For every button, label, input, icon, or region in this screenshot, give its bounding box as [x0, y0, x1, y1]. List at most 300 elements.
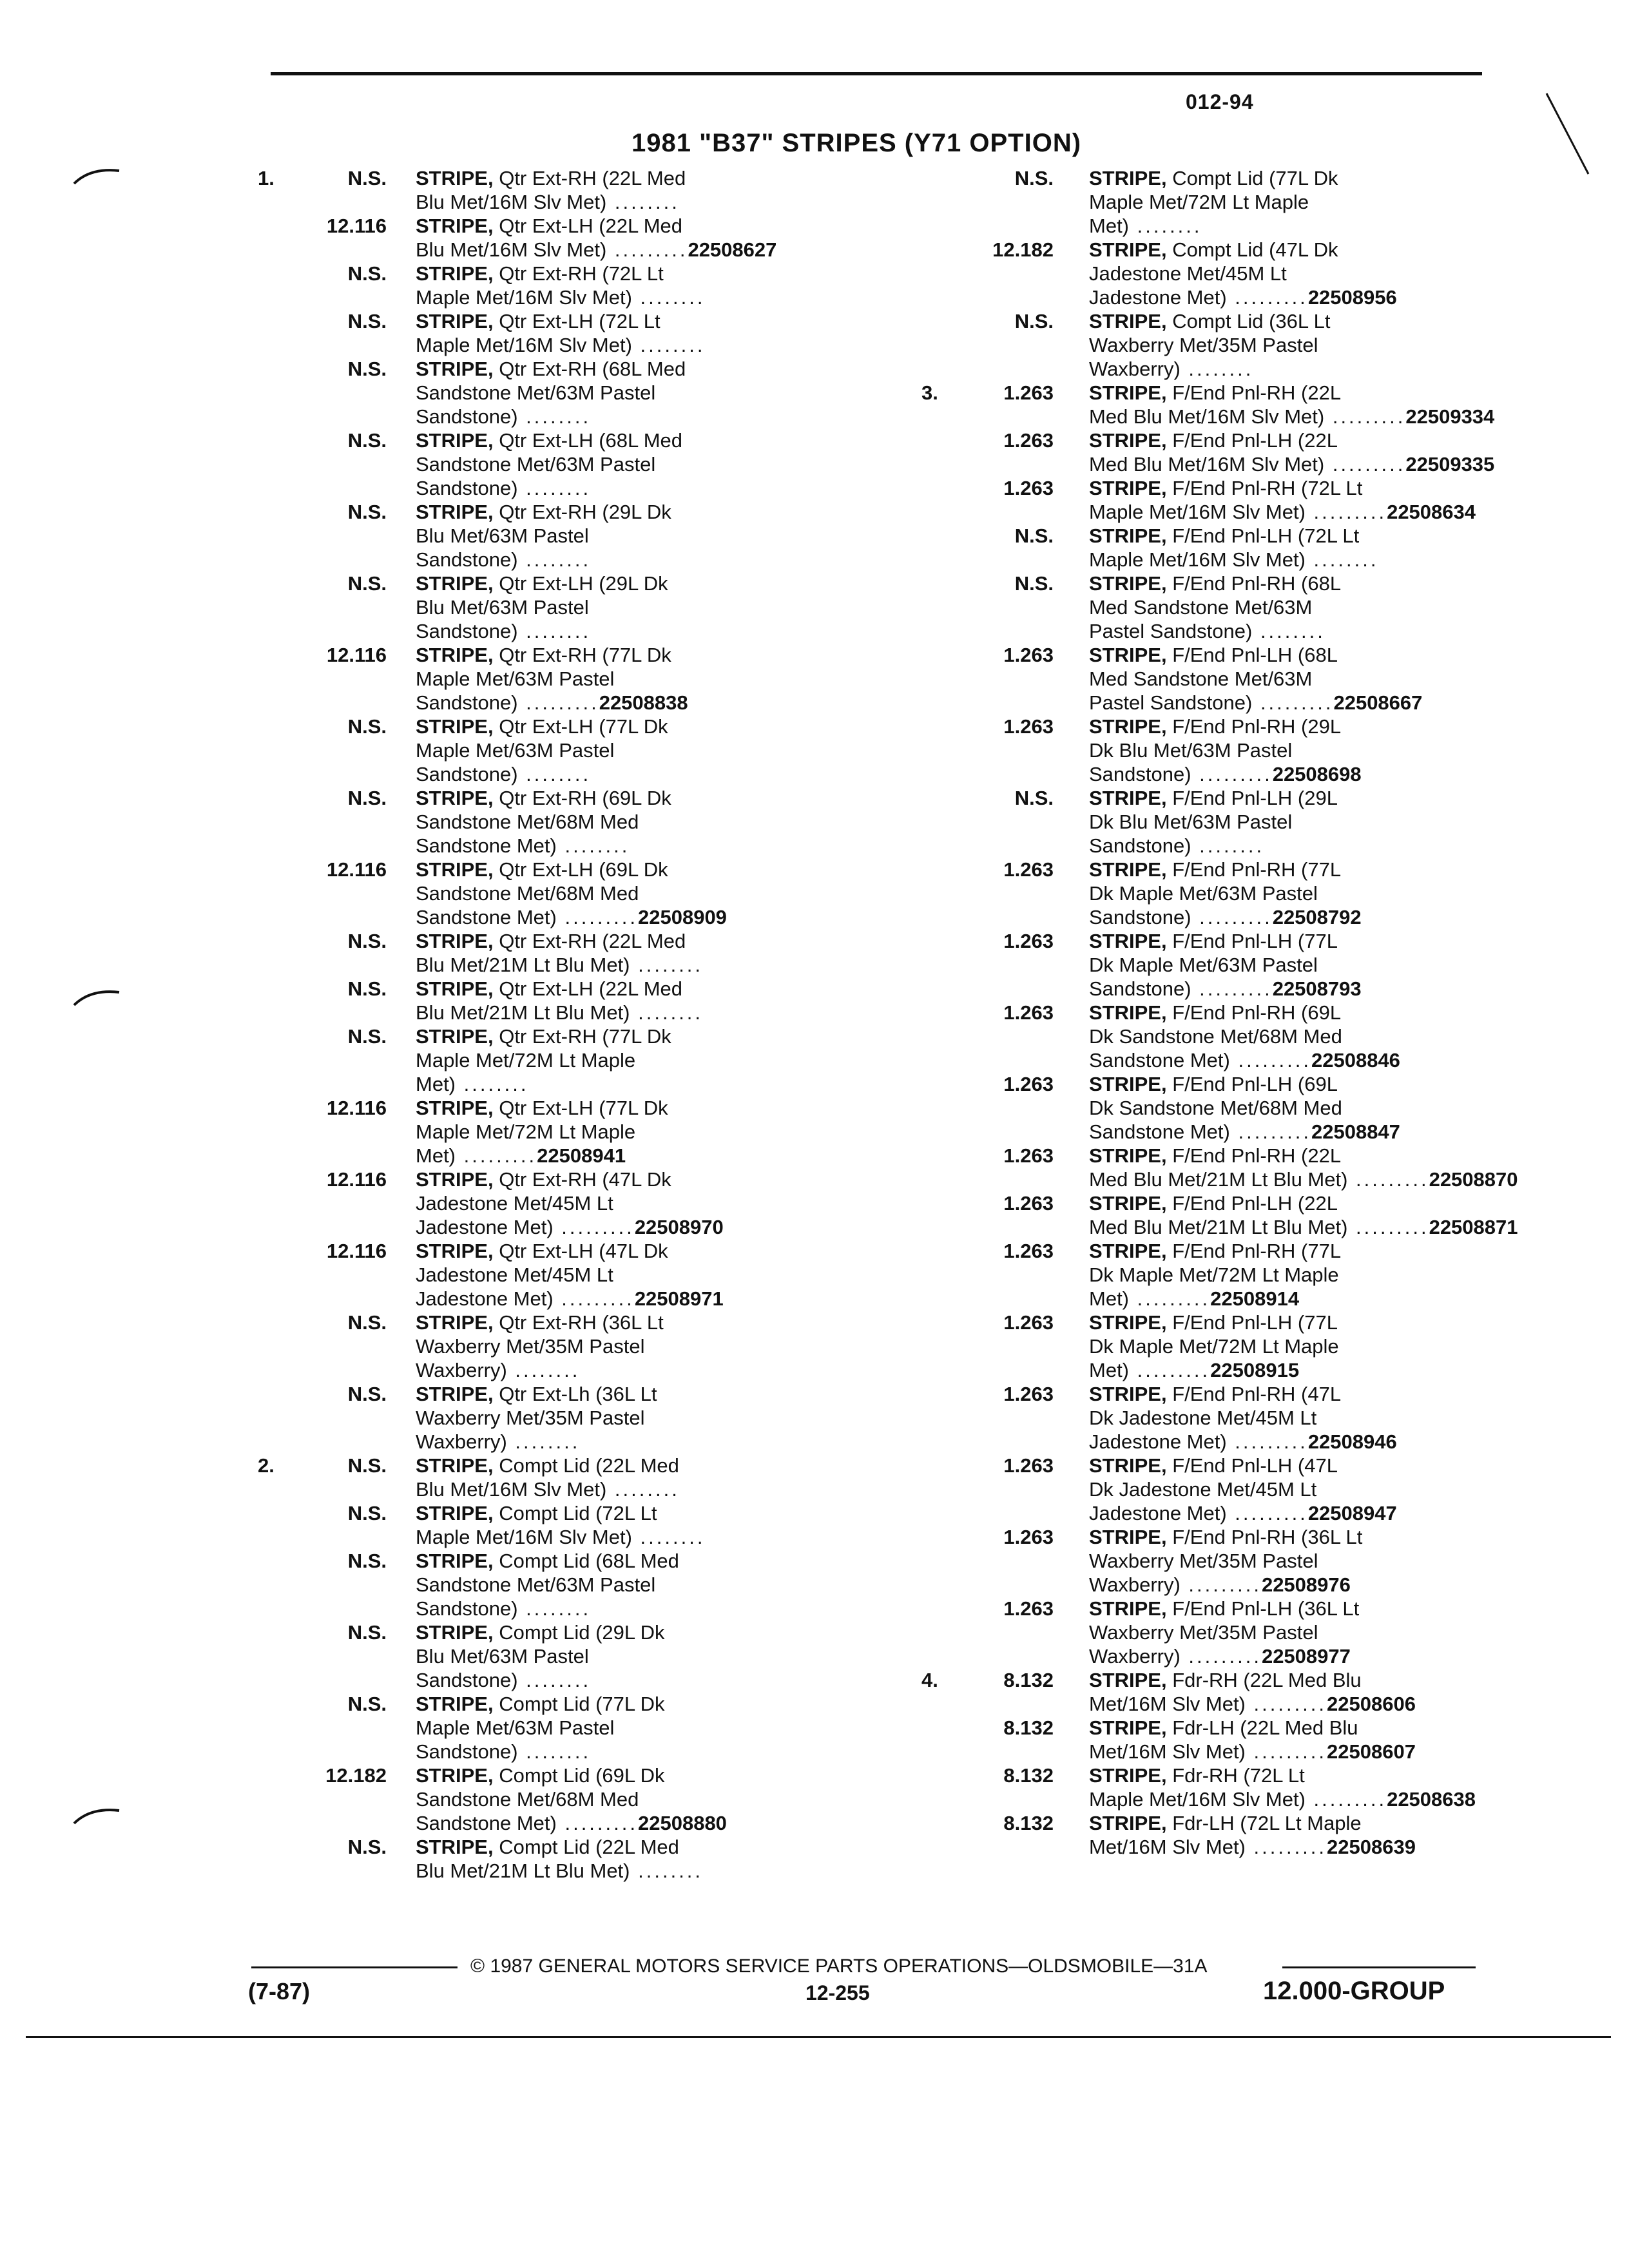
part-description: [1089, 1811, 1534, 1859]
part-entry: [258, 1620, 870, 1692]
description-line: STRIPE, F/End Pnl-LH (29L: [1089, 787, 1338, 809]
description-line: Jadestone Met) .........22508970: [416, 1216, 724, 1238]
group-number: N.S.: [347, 310, 387, 332]
right-column: [921, 166, 1534, 1859]
part-description: [1089, 1311, 1534, 1382]
description-line: STRIPE, F/End Pnl-RH (72L Lt: [1089, 477, 1363, 499]
description-line: Blu Met/16M Slv Met) .........22508627: [416, 238, 777, 261]
description-line: Maple Met/16M Slv Met) .........22508638: [1089, 1788, 1476, 1811]
group-number: N.S.: [347, 1621, 387, 1644]
description-line: Jadestone Met) .........22508956: [1089, 286, 1397, 309]
part-description: [1089, 572, 1534, 643]
description-line: STRIPE, Compt Lid (29L Dk: [416, 1621, 665, 1644]
part-entry: [258, 262, 870, 309]
part-description: [1089, 524, 1534, 572]
description-line: Sandstone Met) .........22508847: [1089, 1120, 1400, 1143]
description-line: STRIPE, Fdr-LH (22L Med Blu: [1089, 1716, 1358, 1739]
part-description: [1089, 238, 1534, 309]
footer-copyright: © 1987 GENERAL MOTORS SERVICE PARTS OPERATIONS—OLDSMOBILE—31A: [470, 1956, 1208, 1977]
part-description: [416, 1239, 870, 1311]
description-line: Blu Met/21M Lt Blu Met) ........: [416, 1001, 704, 1024]
description-line: STRIPE, Qtr Ext-LH (22L Med: [416, 977, 683, 1000]
part-number: 22508847: [1311, 1120, 1400, 1143]
binder-hole-mark: [71, 1804, 122, 1830]
description-line: Jadestone Met/45M Lt: [1089, 262, 1287, 285]
group-number: N.S.: [347, 167, 387, 189]
part-entry: [921, 1716, 1534, 1763]
part-number: 22508838: [599, 691, 688, 714]
group-number: 8.132: [1003, 1764, 1054, 1787]
part-description: [416, 572, 870, 643]
description-line: Dk Maple Met/72M Lt Maple: [1089, 1335, 1339, 1358]
part-entry: [258, 1549, 870, 1620]
description-line: STRIPE, Qtr Ext-Lh (36L Lt: [416, 1383, 657, 1405]
group-number: N.S.: [347, 1454, 387, 1477]
description-line: STRIPE, F/End Pnl-LH (69L: [1089, 1073, 1338, 1095]
part-number: 22508871: [1429, 1216, 1518, 1238]
part-entry: [258, 500, 870, 572]
description-line: Maple Met/16M Slv Met) ........: [1089, 548, 1379, 571]
description-line: Met/16M Slv Met) .........22508607: [1089, 1740, 1416, 1763]
group-number: N.S.: [1014, 524, 1054, 547]
description-line: Med Blu Met/16M Slv Met) .........22509335: [1089, 453, 1495, 476]
part-description: [416, 1549, 870, 1620]
description-line: Dk Maple Met/63M Pastel: [1089, 954, 1318, 976]
part-description: [416, 715, 870, 786]
description-line: Sandstone Met/68M Med: [416, 1788, 639, 1811]
description-line: Maple Met/72M Lt Maple: [1089, 191, 1309, 213]
group-number: 1.263: [1003, 1597, 1054, 1620]
description-line: Med Blu Met/16M Slv Met) .........22509334: [1089, 405, 1495, 428]
description-line: Pastel Sandstone) ........: [1089, 620, 1325, 642]
description-line: Maple Met/16M Slv Met) ........: [416, 334, 706, 356]
part-entry: [258, 643, 870, 715]
group-number: 12.182: [992, 238, 1054, 261]
part-number: 22508606: [1327, 1693, 1416, 1715]
group-number: 8.132: [1003, 1812, 1054, 1834]
part-number: 22508698: [1272, 763, 1362, 785]
group-number: 1.263: [1003, 381, 1054, 404]
description-line: Waxberry Met/35M Pastel: [1089, 334, 1318, 356]
description-line: Sandstone) ........: [416, 1669, 592, 1691]
part-description: [1089, 858, 1534, 929]
part-description: [1089, 1001, 1534, 1072]
group-number: N.S.: [347, 787, 387, 809]
part-number: 22508909: [638, 906, 727, 928]
part-description: [1089, 643, 1534, 715]
description-line: Dk Sandstone Met/68M Med: [1089, 1025, 1342, 1048]
description-line: Jadestone Met) .........22508971: [416, 1287, 724, 1310]
group-number: N.S.: [347, 715, 387, 738]
part-number: 22509334: [1405, 405, 1495, 428]
part-description: [416, 1692, 870, 1763]
description-line: Maple Met/16M Slv Met) .........22508634: [1089, 501, 1476, 523]
description-line: Sandstone) ........: [416, 763, 592, 785]
binder-hole-mark: [71, 986, 122, 1012]
group-number: 8.132: [1003, 1716, 1054, 1739]
description-line: Maple Met/63M Pastel: [416, 739, 615, 762]
group-number: 1.263: [1003, 1383, 1054, 1405]
part-number: 22508793: [1272, 977, 1362, 1000]
part-number: 22508941: [537, 1144, 626, 1167]
part-number: 22508880: [638, 1812, 727, 1834]
group-number: N.S.: [1014, 572, 1054, 595]
part-entry: [258, 786, 870, 858]
description-line: Jadestone Met/45M Lt: [416, 1192, 613, 1215]
part-entry: [258, 1024, 870, 1096]
description-line: Dk Blu Met/63M Pastel: [1089, 811, 1293, 833]
part-number: 22508634: [1387, 501, 1476, 523]
group-number: 12.116: [326, 1168, 387, 1191]
part-description: [1089, 1072, 1534, 1144]
description-line: Met) .........22508914: [1089, 1287, 1300, 1310]
description-line: STRIPE, F/End Pnl-RH (36L Lt: [1089, 1526, 1363, 1548]
description-line: Dk Maple Met/63M Pastel: [1089, 882, 1318, 905]
part-entry: [258, 715, 870, 786]
description-line: STRIPE, F/End Pnl-RH (22L: [1089, 381, 1342, 404]
part-description: [416, 214, 870, 262]
group-number: N.S.: [347, 501, 387, 523]
part-description: [416, 1454, 870, 1501]
group-number: N.S.: [347, 1836, 387, 1858]
group-number: 1.263: [1003, 1001, 1054, 1024]
part-entry: [921, 1597, 1534, 1668]
item-index: 3.: [921, 381, 938, 404]
description-line: STRIPE, Qtr Ext-LH (77L Dk: [416, 1097, 668, 1119]
group-number: 12.116: [326, 1097, 387, 1119]
description-line: STRIPE, Qtr Ext-LH (22L Med: [416, 215, 683, 237]
group-number: N.S.: [347, 572, 387, 595]
part-number: 22508607: [1327, 1740, 1416, 1763]
description-line: Maple Met/72M Lt Maple: [416, 1120, 636, 1143]
description-line: STRIPE, Compt Lid (36L Lt: [1089, 310, 1331, 332]
part-description: [1089, 166, 1534, 238]
part-description: [1089, 1239, 1534, 1311]
part-entry: [258, 428, 870, 500]
part-entry: [258, 357, 870, 428]
group-number: N.S.: [347, 1383, 387, 1405]
description-line: Dk Jadestone Met/45M Lt: [1089, 1478, 1317, 1501]
description-line: Sandstone) .........22508793: [1089, 977, 1362, 1000]
description-line: STRIPE, Qtr Ext-RH (77L Dk: [416, 1025, 671, 1048]
description-line: STRIPE, Qtr Ext-LH (72L Lt: [416, 310, 660, 332]
description-line: Sandstone) ........: [416, 1740, 592, 1763]
description-line: STRIPE, Compt Lid (22L Med: [416, 1836, 679, 1858]
part-description: [416, 1620, 870, 1692]
description-line: STRIPE, F/End Pnl-LH (68L: [1089, 644, 1338, 666]
part-entry: [258, 572, 870, 643]
footer-date: (7-87): [248, 1978, 311, 2004]
group-number: 1.263: [1003, 429, 1054, 452]
description-line: STRIPE, Qtr Ext-RH (69L Dk: [416, 787, 671, 809]
part-entry: [921, 1001, 1534, 1072]
description-line: STRIPE, Qtr Ext-LH (77L Dk: [416, 715, 668, 738]
description-line: Blu Met/63M Pastel: [416, 1645, 589, 1667]
edge-mark: [1543, 90, 1595, 180]
part-number: 22508870: [1429, 1168, 1518, 1191]
description-line: Met) .........22508915: [1089, 1359, 1300, 1381]
group-number: 1.263: [1003, 930, 1054, 952]
part-description: [1089, 1191, 1534, 1239]
description-line: Sandstone Met) ........: [416, 834, 630, 857]
description-line: Sandstone Met/63M Pastel: [416, 1573, 656, 1596]
description-line: STRIPE, Compt Lid (69L Dk: [416, 1764, 665, 1787]
part-number: 22508977: [1261, 1645, 1351, 1667]
group-number: 1.263: [1003, 1454, 1054, 1477]
part-entry: [258, 166, 870, 214]
description-line: Sandstone Met) .........22508846: [1089, 1049, 1400, 1072]
part-entry: [921, 1311, 1534, 1382]
page-code: 012-94: [1186, 90, 1254, 113]
description-line: Sandstone Met/63M Pastel: [416, 453, 656, 476]
part-description: [416, 929, 870, 977]
part-description: [416, 166, 870, 214]
part-description: [416, 1763, 870, 1835]
description-line: Blu Met/63M Pastel: [416, 596, 589, 619]
part-number: 22508970: [634, 1216, 724, 1238]
description-line: Med Blu Met/21M Lt Blu Met) .........22508871: [1089, 1216, 1518, 1238]
description-line: Pastel Sandstone) .........22508667: [1089, 691, 1423, 714]
part-entry: [921, 1763, 1534, 1811]
part-description: [416, 1835, 870, 1883]
part-description: [416, 309, 870, 357]
part-entry: [921, 428, 1534, 476]
part-entry: [921, 1382, 1534, 1454]
part-entry: [258, 858, 870, 929]
group-number: N.S.: [347, 1311, 387, 1334]
part-number: 22508976: [1261, 1573, 1351, 1596]
description-line: Dk Blu Met/63M Pastel: [1089, 739, 1293, 762]
group-number: 12.116: [326, 215, 387, 237]
group-number: N.S.: [347, 1025, 387, 1048]
page-title: 1981 "B37" STRIPES (Y71 OPTION): [631, 129, 1082, 157]
part-entry: [258, 977, 870, 1024]
description-line: STRIPE, F/End Pnl-LH (36L Lt: [1089, 1597, 1360, 1620]
description-line: STRIPE, Compt Lid (68L Med: [416, 1550, 679, 1572]
binder-hole-mark: [71, 164, 122, 190]
part-description: [1089, 1382, 1534, 1454]
part-description: [1089, 786, 1534, 858]
part-description: [416, 977, 870, 1024]
part-entry: [921, 1811, 1534, 1859]
description-line: Met) .........22508941: [416, 1144, 626, 1167]
description-line: Sandstone) ........: [1089, 834, 1265, 857]
description-line: Jadestone Met) .........22508947: [1089, 1502, 1397, 1524]
description-line: Sandstone Met/63M Pastel: [416, 381, 656, 404]
part-entry: [921, 1454, 1534, 1525]
description-line: STRIPE, Fdr-RH (72L Lt: [1089, 1764, 1305, 1787]
group-number: N.S.: [1014, 310, 1054, 332]
description-line: Dk Sandstone Met/68M Med: [1089, 1097, 1342, 1119]
part-entry: [921, 1072, 1534, 1144]
part-entry: [921, 643, 1534, 715]
part-entry: [921, 1668, 1534, 1716]
description-line: STRIPE, F/End Pnl-LH (47L: [1089, 1454, 1338, 1477]
part-number: 22508792: [1272, 906, 1362, 928]
part-number: 22508947: [1307, 1502, 1397, 1524]
description-line: STRIPE, Qtr Ext-LH (69L Dk: [416, 858, 668, 881]
description-line: Blu Met/21M Lt Blu Met) ........: [416, 1860, 704, 1882]
description-line: STRIPE, F/End Pnl-RH (22L: [1089, 1144, 1342, 1167]
group-number: N.S.: [347, 358, 387, 380]
group-number: 1.263: [1003, 644, 1054, 666]
part-entry: [921, 524, 1534, 572]
description-line: Maple Met/72M Lt Maple: [416, 1049, 636, 1072]
part-entry: [258, 1763, 870, 1835]
part-entry: [258, 1835, 870, 1883]
item-index: 4.: [921, 1669, 938, 1691]
description-line: STRIPE, F/End Pnl-RH (68L: [1089, 572, 1342, 595]
description-line: STRIPE, F/End Pnl-LH (22L: [1089, 1192, 1338, 1215]
group-number: N.S.: [347, 1550, 387, 1572]
part-description: [1089, 309, 1534, 381]
group-number: 1.263: [1003, 1526, 1054, 1548]
part-number: 22508971: [634, 1287, 724, 1310]
group-number: 1.263: [1003, 477, 1054, 499]
group-number: N.S.: [347, 1502, 387, 1524]
description-line: Sandstone) ........: [416, 620, 592, 642]
description-line: Waxberry) .........22508976: [1089, 1573, 1351, 1596]
part-entry: [921, 929, 1534, 1001]
description-line: Waxberry Met/35M Pastel: [416, 1407, 645, 1429]
item-index: 1.: [258, 167, 275, 189]
part-description: [416, 500, 870, 572]
part-entry: [258, 929, 870, 977]
description-line: Waxberry) .........22508977: [1089, 1645, 1351, 1667]
part-description: [416, 1096, 870, 1168]
part-number: 22508915: [1210, 1359, 1300, 1381]
part-number: 22508627: [688, 238, 777, 261]
description-line: Sandstone Met/68M Med: [416, 811, 639, 833]
description-line: Waxberry Met/35M Pastel: [416, 1335, 645, 1358]
description-line: STRIPE, Fdr-LH (72L Lt Maple: [1089, 1812, 1362, 1834]
group-number: 12.116: [326, 1240, 387, 1262]
description-line: STRIPE, Compt Lid (47L Dk: [1089, 238, 1338, 261]
group-number: N.S.: [347, 977, 387, 1000]
part-entry: [258, 1168, 870, 1239]
description-line: Sandstone) ........: [416, 548, 592, 571]
group-number: 1.263: [1003, 1073, 1054, 1095]
part-description: [1089, 1597, 1534, 1668]
part-entry: [921, 381, 1534, 428]
footer-rule-left: [251, 1966, 458, 1968]
part-description: [416, 1024, 870, 1096]
group-number: N.S.: [347, 930, 387, 952]
part-entry: [258, 1096, 870, 1168]
description-line: STRIPE, Compt Lid (22L Med: [416, 1454, 679, 1477]
part-entry: [921, 858, 1534, 929]
description-line: STRIPE, F/End Pnl-RH (47L: [1089, 1383, 1342, 1405]
part-entry: [258, 1239, 870, 1311]
part-number: 22508639: [1327, 1836, 1416, 1858]
description-line: Waxberry Met/35M Pastel: [1089, 1550, 1318, 1572]
description-line: Waxberry) ........: [416, 1359, 581, 1381]
part-entry: [921, 1239, 1534, 1311]
description-line: STRIPE, Compt Lid (77L Dk: [1089, 167, 1338, 189]
part-number: 22508638: [1387, 1788, 1476, 1811]
part-entry: [921, 476, 1534, 524]
footer-group: 12.000-GROUP: [1263, 1977, 1445, 2005]
description-line: Jadestone Met/45M Lt: [416, 1264, 613, 1286]
part-description: [416, 1501, 870, 1549]
part-entry: [258, 214, 870, 262]
part-entry: [258, 1382, 870, 1454]
part-entry: [921, 715, 1534, 786]
part-description: [416, 428, 870, 500]
part-description: [416, 786, 870, 858]
group-number: N.S.: [347, 1693, 387, 1715]
part-description: [1089, 1144, 1534, 1191]
group-number: 1.263: [1003, 715, 1054, 738]
part-entry: [258, 1692, 870, 1763]
description-line: STRIPE, F/End Pnl-RH (29L: [1089, 715, 1342, 738]
part-description: [1089, 1716, 1534, 1763]
description-line: Waxberry) ........: [416, 1430, 581, 1453]
part-entry: [921, 786, 1534, 858]
part-entry: [921, 166, 1534, 238]
part-entry: [258, 309, 870, 357]
group-number: 1.263: [1003, 1144, 1054, 1167]
part-description: [416, 262, 870, 309]
part-entry: [921, 309, 1534, 381]
description-line: Blu Met/63M Pastel: [416, 524, 589, 547]
description-line: STRIPE, Qtr Ext-LH (29L Dk: [416, 572, 668, 595]
description-line: Met) ........: [416, 1073, 529, 1095]
left-column: [258, 166, 870, 1883]
description-line: Sandstone Met) .........22508880: [416, 1812, 727, 1834]
part-description: [416, 1382, 870, 1454]
group-number: 12.116: [326, 858, 387, 881]
part-description: [1089, 476, 1534, 524]
description-line: Sandstone) .........22508838: [416, 691, 688, 714]
part-description: [416, 357, 870, 428]
description-line: Med Sandstone Met/63M: [1089, 596, 1313, 619]
description-line: STRIPE, F/End Pnl-RH (77L: [1089, 858, 1342, 881]
part-entry: [921, 1144, 1534, 1191]
part-entry: [258, 1311, 870, 1382]
description-line: Dk Maple Met/72M Lt Maple: [1089, 1264, 1339, 1286]
group-number: 12.182: [325, 1764, 387, 1787]
description-line: Sandstone) .........22508698: [1089, 763, 1362, 785]
description-line: STRIPE, Compt Lid (77L Dk: [416, 1693, 665, 1715]
description-line: Maple Met/63M Pastel: [416, 668, 615, 690]
part-number: 22508667: [1333, 691, 1423, 714]
description-line: STRIPE, Qtr Ext-RH (72L Lt: [416, 262, 664, 285]
part-description: [416, 1168, 870, 1239]
part-number: 22508914: [1210, 1287, 1300, 1310]
description-line: Med Sandstone Met/63M: [1089, 668, 1313, 690]
description-line: STRIPE, Fdr-RH (22L Med Blu: [1089, 1669, 1362, 1691]
description-line: Sandstone) ........: [416, 477, 592, 499]
description-line: Sandstone) .........22508792: [1089, 906, 1362, 928]
part-entry: [258, 1501, 870, 1549]
description-line: Med Blu Met/21M Lt Blu Met) .........22508870: [1089, 1168, 1518, 1191]
description-line: Maple Met/63M Pastel: [416, 1716, 615, 1739]
group-number: N.S.: [1014, 167, 1054, 189]
description-line: Blu Met/16M Slv Met) ........: [416, 1478, 680, 1501]
description-line: Waxberry Met/35M Pastel: [1089, 1621, 1318, 1644]
part-description: [1089, 1525, 1534, 1597]
footer-rule-right: [1282, 1966, 1476, 1968]
part-description: [416, 858, 870, 929]
description-line: Sandstone) ........: [416, 1597, 592, 1620]
group-number: 8.132: [1003, 1669, 1054, 1691]
description-line: STRIPE, Qtr Ext-RH (77L Dk: [416, 644, 671, 666]
part-entry: [921, 572, 1534, 643]
description-line: STRIPE, F/End Pnl-RH (69L: [1089, 1001, 1342, 1024]
description-line: STRIPE, F/End Pnl-LH (77L: [1089, 930, 1338, 952]
description-line: STRIPE, Qtr Ext-RH (29L Dk: [416, 501, 671, 523]
